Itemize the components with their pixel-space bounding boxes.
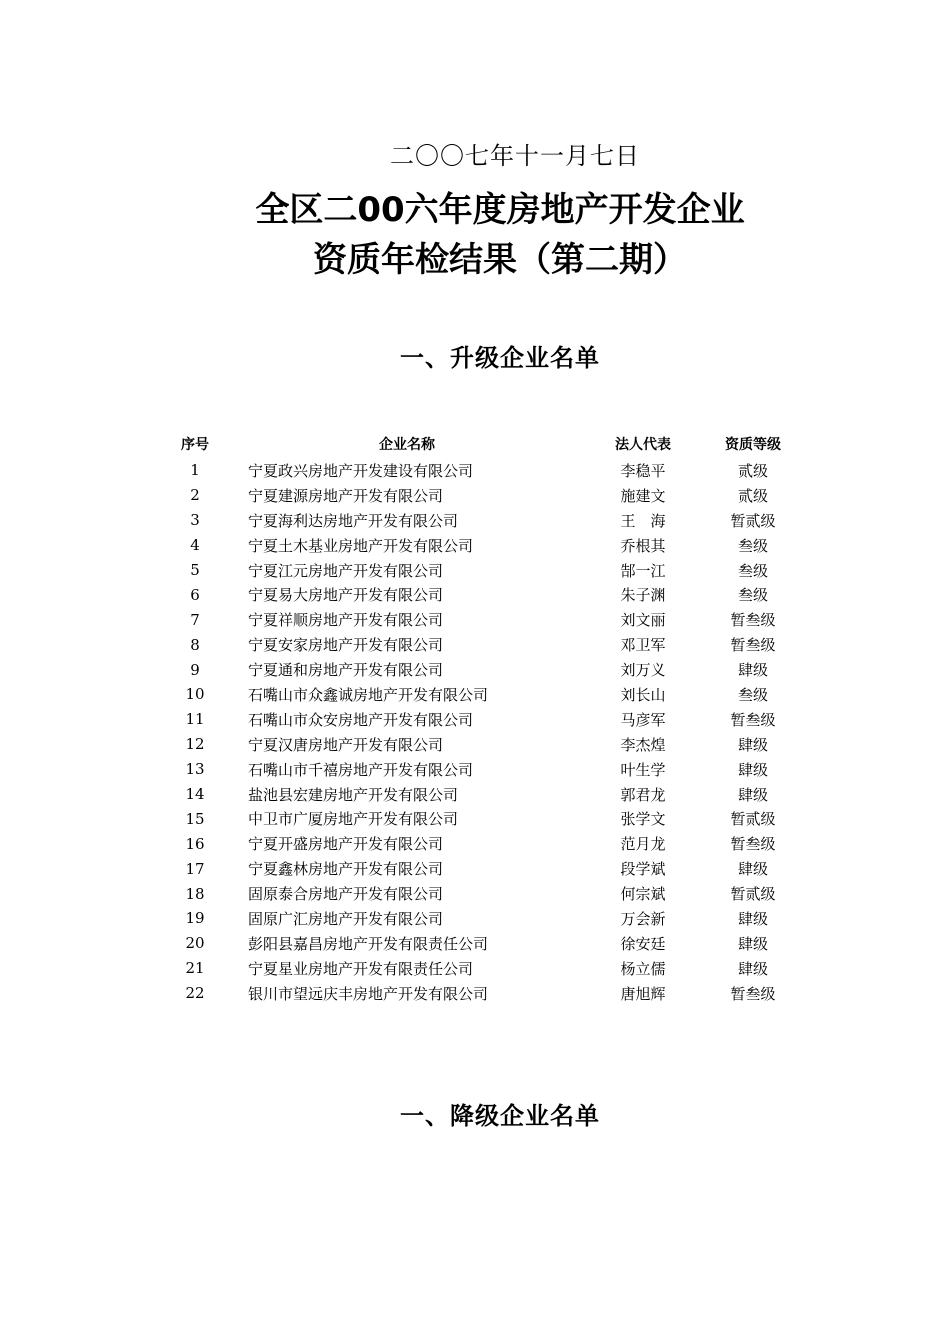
row-legal-rep: 张学文 xyxy=(620,810,666,829)
row-legal-rep: 施建文 xyxy=(620,486,666,505)
row-legal-rep: 刘长山 xyxy=(620,685,666,704)
row-no: 1 xyxy=(190,461,200,480)
row-company-name: 宁夏海利达房地产开发有限公司 xyxy=(248,511,459,530)
row-grade: 叁级 xyxy=(737,685,768,704)
row-company-name: 宁夏政兴房地产开发建设有限公司 xyxy=(248,461,474,480)
table-row xyxy=(164,508,808,533)
row-no: 7 xyxy=(190,610,200,629)
row-no: 21 xyxy=(185,959,205,978)
header-grade: 资质等级 xyxy=(725,437,781,453)
row-grade: 暂叁级 xyxy=(730,611,776,630)
row-legal-rep: 王 海 xyxy=(620,511,666,530)
row-no: 20 xyxy=(185,934,205,953)
table-header-row xyxy=(164,430,808,458)
document-title-line-1: 全区二00六年度房地产开发企业 xyxy=(255,190,745,230)
row-no: 5 xyxy=(190,561,200,579)
header-no: 序号 xyxy=(181,437,209,453)
row-grade: 暂叁级 xyxy=(730,984,776,1003)
row-company-name: 盐池县宏建房地产开发有限公司 xyxy=(248,785,459,804)
row-legal-rep: 刘万义 xyxy=(620,661,666,680)
table-body xyxy=(164,458,808,1006)
table-row xyxy=(164,881,808,906)
row-company-name: 银川市望远庆丰房地产开发有限公司 xyxy=(248,984,489,1003)
row-no: 15 xyxy=(185,809,205,828)
row-grade: 暂贰级 xyxy=(730,810,776,829)
table-row xyxy=(164,558,808,583)
row-legal-rep: 李稳平 xyxy=(620,461,666,480)
row-company-name: 宁夏建源房地产开发有限公司 xyxy=(248,486,444,505)
row-grade: 叁级 xyxy=(737,586,768,605)
row-legal-rep: 万会新 xyxy=(620,909,666,928)
row-no: 9 xyxy=(190,660,200,679)
row-grade: 贰级 xyxy=(737,461,768,480)
row-company-name: 宁夏开盛房地产开发有限公司 xyxy=(248,835,444,854)
row-grade: 暂贰级 xyxy=(730,511,776,530)
table-row xyxy=(164,607,808,632)
row-company-name: 彭阳县嘉昌房地产开发有限责任公司 xyxy=(248,934,489,953)
row-legal-rep: 马彦军 xyxy=(620,710,666,729)
row-no: 11 xyxy=(185,710,205,729)
table-row xyxy=(164,707,808,732)
row-company-name: 宁夏土木基业房地产开发有限公司 xyxy=(248,536,474,555)
row-no: 14 xyxy=(185,785,205,804)
row-company-name: 宁夏通和房地产开发有限公司 xyxy=(248,661,444,680)
table-row xyxy=(164,856,808,881)
row-no: 3 xyxy=(190,511,200,530)
table-row xyxy=(164,458,808,483)
upgrade-company-table xyxy=(164,430,808,1006)
row-grade: 肆级 xyxy=(737,860,768,879)
row-legal-rep: 叶生学 xyxy=(620,760,666,779)
row-company-name: 石嘴山市众鑫诚房地产开发有限公司 xyxy=(248,685,489,704)
row-company-name: 宁夏安家房地产开发有限公司 xyxy=(248,636,444,655)
row-company-name: 宁夏祥顺房地产开发有限公司 xyxy=(248,611,444,630)
row-grade: 肆级 xyxy=(737,785,768,804)
row-company-name: 宁夏鑫林房地产开发有限公司 xyxy=(248,860,444,879)
row-no: 22 xyxy=(185,984,205,1003)
row-no: 19 xyxy=(185,909,205,928)
header-company-name: 企业名称 xyxy=(379,437,435,453)
row-grade: 肆级 xyxy=(737,760,768,779)
row-company-name: 固原广汇房地产开发有限公司 xyxy=(248,909,444,928)
row-grade: 贰级 xyxy=(737,486,768,505)
row-no: 16 xyxy=(185,834,205,853)
row-legal-rep: 郜一江 xyxy=(620,561,666,580)
row-legal-rep: 李杰煌 xyxy=(620,735,666,754)
document-date: 二〇〇七年十一月七日 xyxy=(390,142,640,170)
row-grade: 暂叁级 xyxy=(730,636,776,655)
row-company-name: 宁夏易大房地产开发有限公司 xyxy=(248,586,444,605)
table-row xyxy=(164,632,808,657)
row-grade: 暂叁级 xyxy=(730,710,776,729)
table-row xyxy=(164,806,808,831)
downgrade-section-heading: 一、降级企业名单 xyxy=(400,1102,600,1130)
table-row xyxy=(164,906,808,931)
row-legal-rep: 杨立儒 xyxy=(620,959,666,978)
row-company-name: 宁夏江元房地产开发有限公司 xyxy=(248,561,444,580)
row-legal-rep: 刘文丽 xyxy=(620,611,666,630)
table-row xyxy=(164,657,808,682)
row-no: 13 xyxy=(185,760,205,779)
upgrade-section-heading: 一、升级企业名单 xyxy=(400,344,600,372)
table-row xyxy=(164,582,808,607)
row-no: 17 xyxy=(185,859,205,878)
row-grade: 肆级 xyxy=(737,909,768,928)
row-legal-rep: 郭君龙 xyxy=(620,785,666,804)
row-no: 6 xyxy=(190,585,200,604)
table-row xyxy=(164,782,808,807)
row-legal-rep: 段学斌 xyxy=(620,860,666,879)
table-row xyxy=(164,981,808,1006)
row-grade: 暂贰级 xyxy=(730,885,776,904)
row-company-name: 宁夏星业房地产开发有限责任公司 xyxy=(248,959,474,978)
row-legal-rep: 唐旭辉 xyxy=(620,984,666,1003)
row-legal-rep: 乔根其 xyxy=(620,536,666,555)
row-legal-rep: 朱子渊 xyxy=(620,586,666,605)
row-legal-rep: 徐安廷 xyxy=(620,934,666,953)
row-no: 10 xyxy=(185,685,205,704)
table-row xyxy=(164,682,808,707)
row-no: 4 xyxy=(190,536,200,555)
row-legal-rep: 何宗斌 xyxy=(620,885,666,904)
row-company-name: 石嘴山市众安房地产开发有限公司 xyxy=(248,710,474,729)
row-no: 8 xyxy=(190,635,200,654)
row-grade: 肆级 xyxy=(737,959,768,978)
document-title-line-2: 资质年检结果（第二期） xyxy=(313,240,687,280)
row-legal-rep: 邓卫军 xyxy=(620,636,666,655)
row-grade: 叁级 xyxy=(737,536,768,555)
row-legal-rep: 范月龙 xyxy=(620,835,666,854)
table-row xyxy=(164,931,808,956)
table-row xyxy=(164,533,808,558)
row-grade: 暂叁级 xyxy=(730,835,776,854)
row-company-name: 固原泰合房地产开发有限公司 xyxy=(248,885,444,904)
row-grade: 肆级 xyxy=(737,661,768,680)
row-no: 12 xyxy=(185,735,205,754)
row-grade: 肆级 xyxy=(737,934,768,953)
header-legal-rep: 法人代表 xyxy=(615,437,671,453)
row-grade: 肆级 xyxy=(737,735,768,754)
table-row xyxy=(164,831,808,856)
table-row xyxy=(164,732,808,757)
row-no: 2 xyxy=(190,486,200,505)
table-row xyxy=(164,483,808,508)
row-company-name: 石嘴山市千禧房地产开发有限公司 xyxy=(248,760,474,779)
row-grade: 叁级 xyxy=(737,561,768,580)
row-company-name: 宁夏汉唐房地产开发有限公司 xyxy=(248,735,444,754)
table-row xyxy=(164,757,808,782)
row-no: 18 xyxy=(185,884,205,903)
table-row xyxy=(164,956,808,981)
row-company-name: 中卫市广厦房地产开发有限公司 xyxy=(248,810,459,829)
